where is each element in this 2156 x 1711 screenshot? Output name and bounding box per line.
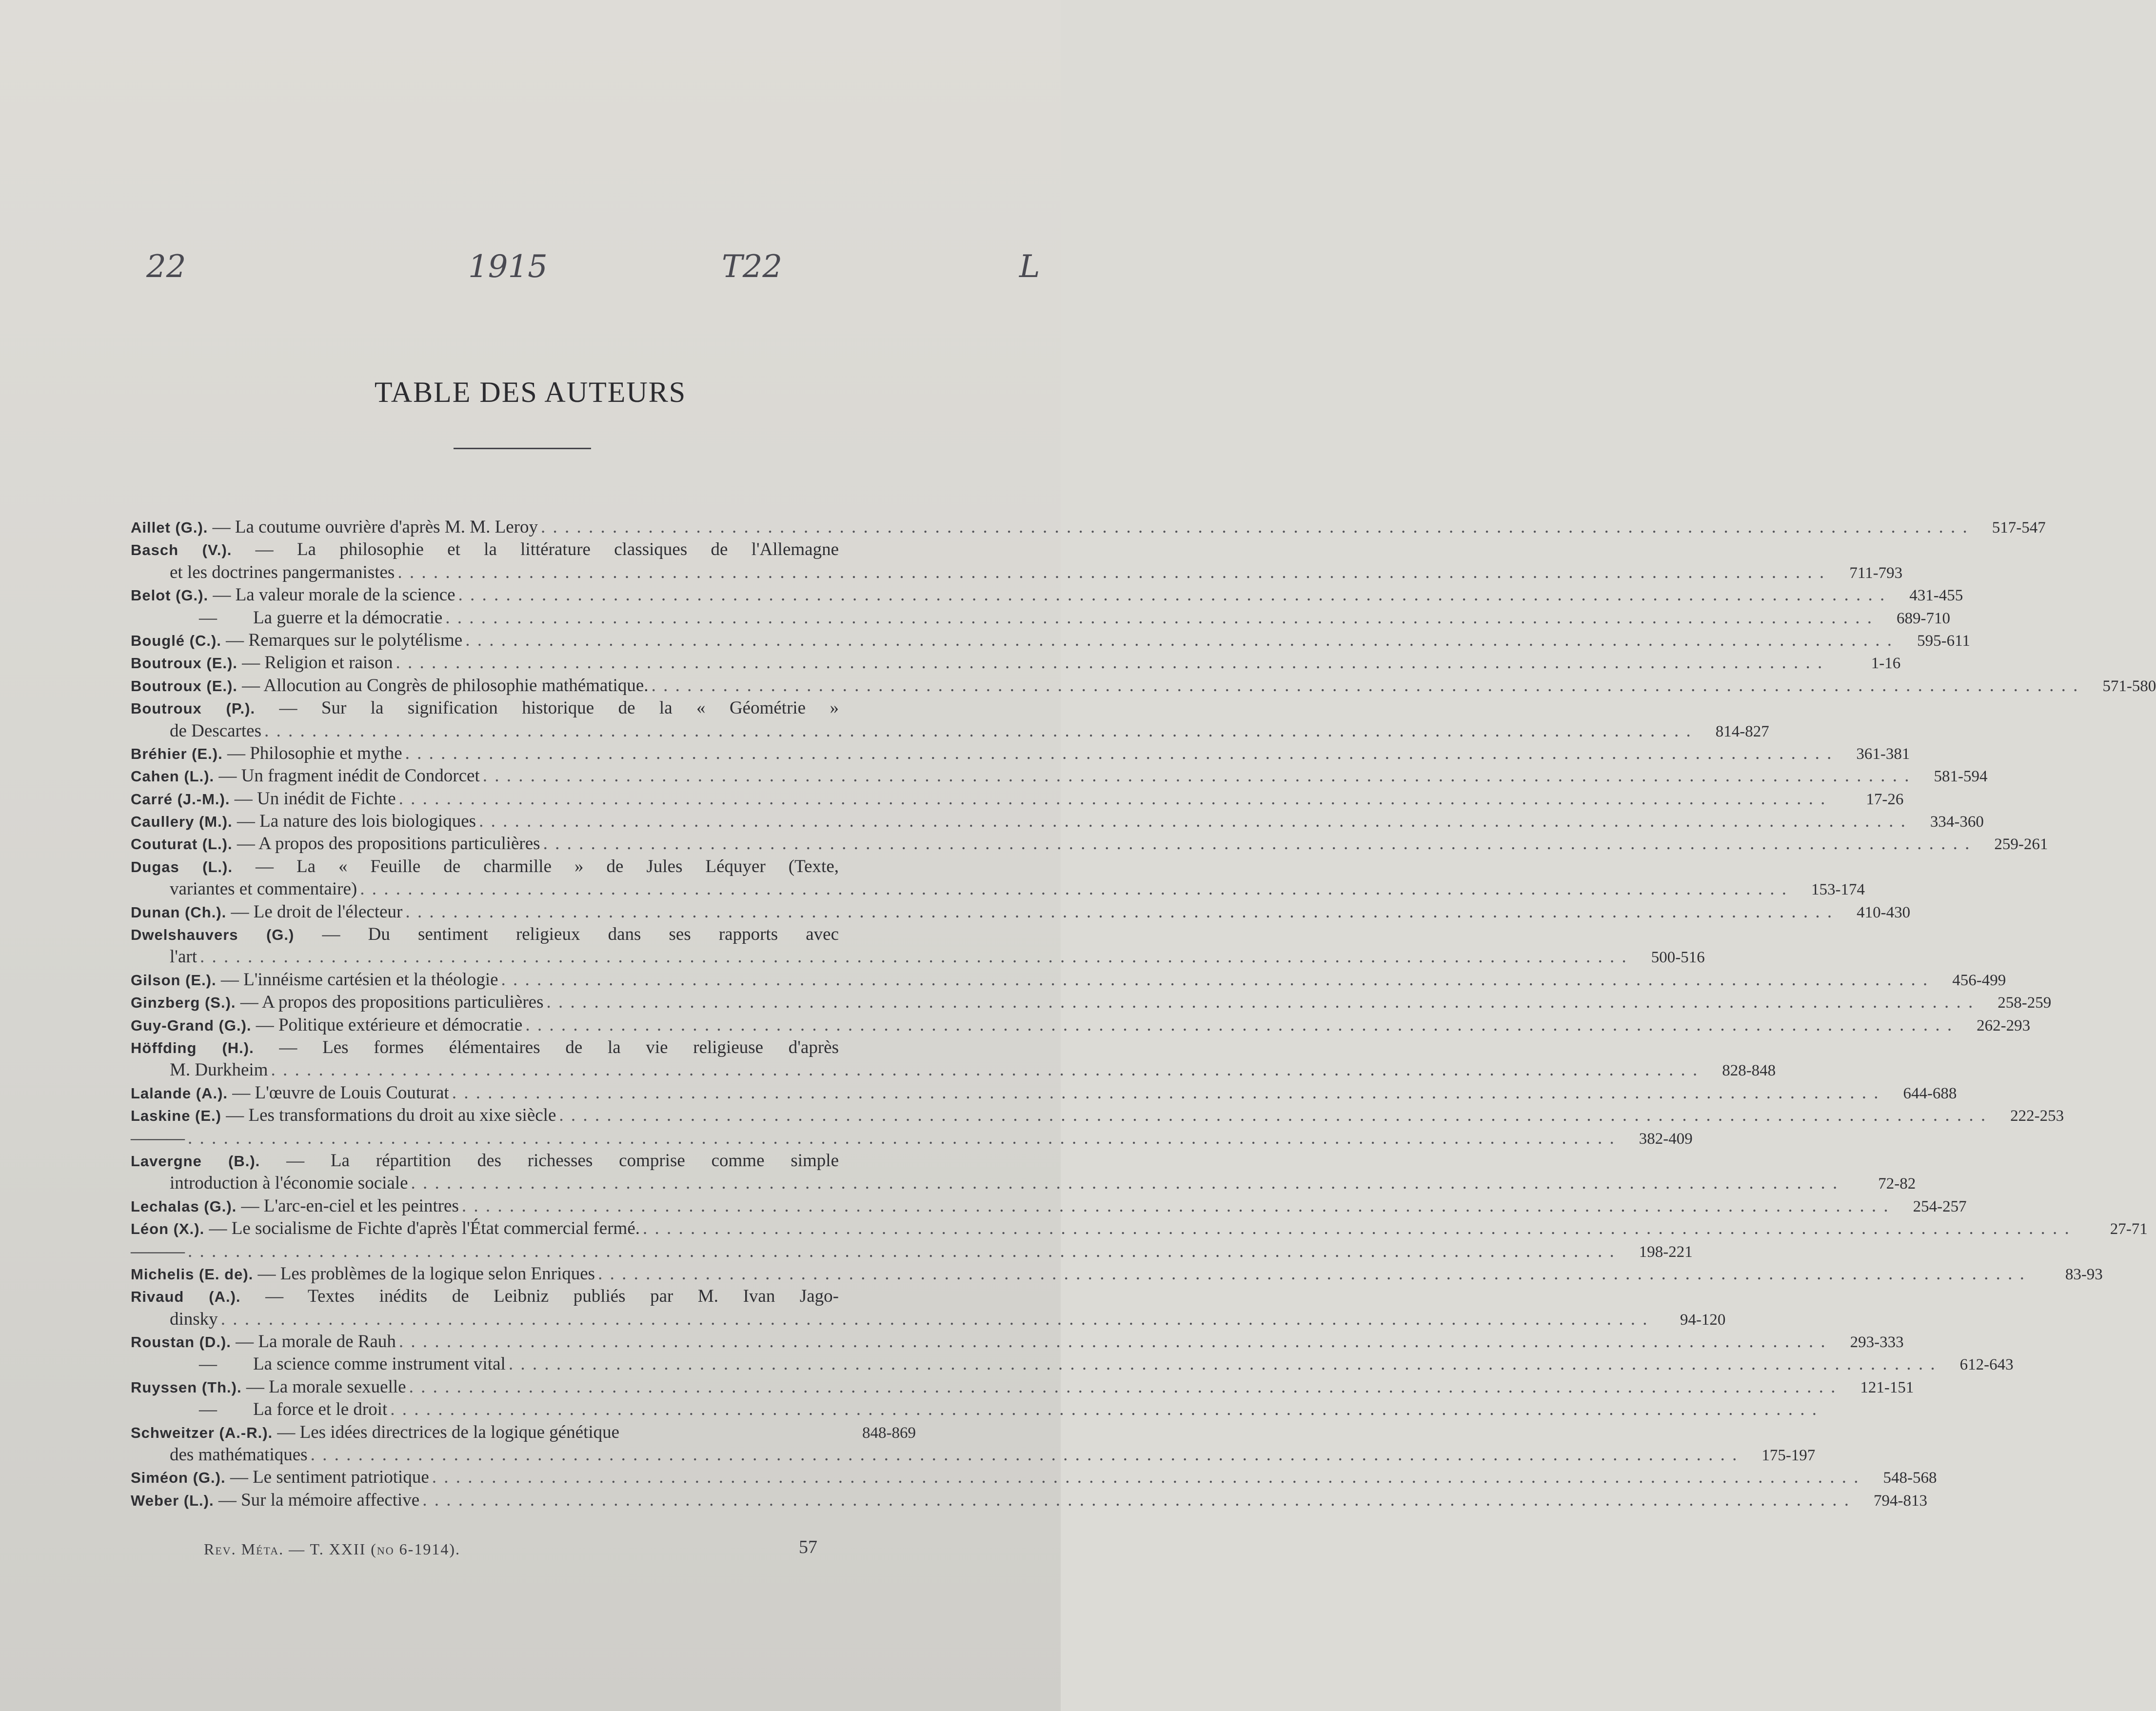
- dot-leader: . . . . . . . . . . . . . . . . . . . . . . . . . . . . . . . . . . . . . . . . . . . . . . . . . . . . . . . . . . . . . . . . . . . . . . . . . . . . . . . . . . . . . . . . . . . . . . . . . . . . . . . . . . . . . . . . . . . . . . . .: [465, 630, 1893, 650]
- index-line: [131, 1217, 2148, 1240]
- index-line: [131, 833, 2048, 855]
- author-name: Gilson (E.).: [131, 971, 217, 989]
- entry-text: [131, 923, 839, 946]
- entry-text: [131, 675, 649, 697]
- dot-leader: . . . . . . . . . . . . . . . . . . . . . . . . . . . . . . . . . . . . . . . . . . . . . . . . . . . . . . . . . . . . . . . . . . . . . . . . . . . . . . . . . . . . . . . . . . . . . . . . . . . . . . . . . . . . . . . . . . . . . . . .: [398, 788, 1827, 809]
- page-range: 410-430: [1857, 903, 1911, 921]
- dot-leader: . . . . . . . . . . . . . . . . . . . . . . . . . . . . . . . . . . . . . . . . . . . . . . . . . . . . . . . . . . . . . . . . . . . . . . . . . . . . . . . . . . . . . . . . . . . . . . . . . . . . . . . . . . . . . . . . . . . . . . . .: [452, 1082, 1880, 1103]
- index-line: [131, 810, 1984, 833]
- article-title: — La répartition des richesses comprise comme simple: [286, 1150, 839, 1171]
- author-name: Couturat (L.).: [131, 836, 233, 853]
- dot-leader: . . . . . . . . . . . . . . . . . . . . . . . . . . . . . . . . . . . . . . . . . . . . . . . . . . . . . . . . . . . . . . . . . . . . . . . . . . . . . . . . . . . . . . . . . . . . . . . . . . . . . . . . . . . . . . . . . . . . . . . .: [432, 1467, 1860, 1488]
- page-range: 711-793: [1849, 564, 1903, 582]
- entry-text: [170, 1308, 218, 1331]
- ditto-marks: [131, 1127, 185, 1150]
- article-title: — Allocution au Congrès de philosophie mathématique.: [242, 675, 649, 696]
- dot-leader: . . . . . . . . . . . . . . . . . . . . . . . . . . . . . . . . . . . . . . . . . . . . . . . . . . . . . . . . . . . . . . . . . . . . . . . . . . . . . . . . . . . . . . . . . . . . . . . . . . . . . . . . . . . . . . . . . . . . . . . .: [482, 766, 1911, 786]
- index-line: [131, 1014, 2031, 1036]
- page-range: 571-580: [2102, 677, 2156, 695]
- article-title: — Le socialisme de Fichte d'après l'État commercial fermé.: [209, 1218, 640, 1239]
- dot-leader: . . . . . . . . . . . . . . . . . . . . . . . . . . . . . . . . . . . . . . . . . . . . . . . . . . . . . . . . . . . . . . . . . . . . . . . . . . . . . . . . . . . . . . . . . . . . . . . . . . . . . . . . . . . . . . . . . . . . . . . .: [188, 1241, 1616, 1261]
- index-line: [131, 675, 2156, 697]
- entry-text: [199, 1398, 387, 1421]
- ditto-mark: —: [167, 1241, 185, 1261]
- author-name: Ginzberg (S.).: [131, 994, 236, 1012]
- page-range: 361-381: [1856, 745, 1910, 763]
- index-line: [131, 1308, 1726, 1331]
- author-name: Lechalas (G.).: [131, 1197, 237, 1215]
- page-range: 517-547: [1992, 519, 2046, 537]
- article-title: — Un inédit de Fichte: [234, 788, 396, 809]
- article-title: — Les problèmes de la logique selon Enriques: [257, 1263, 595, 1284]
- article-title: — L'innéisme cartésien et la théologie: [220, 969, 498, 990]
- article-title: — La nature des lois biologiques: [237, 811, 476, 832]
- article-title: — Un fragment inédit de Condorcet: [218, 766, 480, 786]
- page-range: 828-848: [1722, 1062, 1776, 1080]
- index-line: [131, 923, 916, 946]
- entry-text: [131, 1150, 839, 1173]
- article-title: — La morale de Rauh: [236, 1332, 396, 1352]
- article-title: — La valeur morale de la science: [213, 585, 455, 605]
- page-range: 27-71: [2110, 1220, 2148, 1238]
- index-line: [131, 901, 1911, 923]
- article-title: — L'arc-en-ciel et les peintres: [241, 1195, 459, 1216]
- ditto-mark: —: [149, 1241, 167, 1261]
- index-line: [131, 788, 1904, 810]
- article-title: — Politique extérieure et démocratie: [256, 1015, 523, 1035]
- ditto-mark: —: [167, 1128, 185, 1148]
- index-line: [131, 1466, 1937, 1489]
- entry-text: [131, 1014, 522, 1037]
- author-name: Cahen (L.).: [131, 768, 215, 785]
- article-title: — Le sentiment patriotique: [230, 1467, 429, 1488]
- page-title: TABLE DES AUTEURS: [374, 376, 687, 408]
- index-line: [131, 1263, 2103, 1285]
- author-name: Caullery (M.).: [131, 813, 233, 831]
- article-title: — Religion et raison: [242, 653, 393, 673]
- dot-leader: . . . . . . . . . . . . . . . . . . . . . . . . . . . . . . . . . . . . . . . . . . . . . . . . . . . . . . . . . . . . . . . . . . . . . . . . . . . . . . . . . . . . . . . . . . . . . . . . . . . . . . . . . . . . . . . . . . . . . . . .: [508, 1354, 1937, 1374]
- dot-leader: . . . . . . . . . . . . . . . . . . . . . . . . . . . . . . . . . . . . . . . . . . . . . . . . . . . . . . . . . . . . . . . . . . . . . . . . . . . . . . . . . . . . . . . . . . . . . . . . . . . . . . . . . . . . . . . . . . . . . . . .: [643, 1218, 2071, 1239]
- page-range: 456-499: [1952, 971, 2006, 989]
- dot-leader: . . . . . . . . . . . . . . . . . . . . . . . . . . . . . . . . . . . . . . . . . . . . . . . . . . . . . . . . . . . . . . . . . . . . . . . . . . . . . . . . . . . . . . . . . . . . . . . . . . . . . . . . . . . . . . . . . . . . . . . .: [461, 1195, 1890, 1216]
- page-range: 644-688: [1903, 1084, 1957, 1102]
- article-title-continued: l'art: [170, 947, 197, 967]
- dot-leader: . . . . . . . . . . . . . . . . . . . . . . . . . . . . . . . . . . . . . . . . . . . . . . . . . . . . . . . . . . . . . . . . . . . . . . . . . . . . . . . . . . . . . . . . . . . . . . . . . . . . . . . . . . . . . . . . . . . . . . . .: [501, 969, 1929, 990]
- entry-text: [131, 901, 402, 924]
- index-line: [131, 765, 1988, 787]
- dot-leader: . . . . . . . . . . . . . . . . . . . . . . . . . . . . . . . . . . . . . . . . . . . . . . . . . . . . . . . . . . . . . . . . . . . . . . . . . . . . . . . . . . . . . . . . . . . . . . . . . . . . . . . . . . . . . . . . . . . . . . . .: [398, 1332, 1827, 1352]
- dot-leader: . . . . . . . . . . . . . . . . . . . . . . . . . . . . . . . . . . . . . . . . . . . . . . . . . . . . . . . . . . . . . . . . . . . . . . . . . . . . . . . . . . . . . . . . . . . . . . . . . . . . . . . . . . . . . . . . . . . . . . . .: [411, 1173, 1839, 1194]
- entry-text: [131, 1466, 429, 1489]
- dot-leader: . . . . . . . . . . . . . . . . . . . . . . . . . . . . . . . . . . . . . . . . . . . . . . . . . . . . . . . . . . . . . . . . . . . . . . . . . . . . . . . . . . . . . . . . . . . . . . . . . . . . . . . . . . . . . . . . . . . . . . . .: [525, 1015, 1954, 1035]
- dot-leader: . . . . . . . . . . . . . . . . . . . . . . . . . . . . . . . . . . . . . . . . . . . . . . . . . . . . . . . . . . . . . . . . . . . . . . . . . . . . . . . . . . . . . . . . . . . . . . . . . . . . . . . . . . . . . . . . . . . . . . . .: [271, 1060, 1699, 1080]
- author-name: Laskine (E.): [131, 1107, 221, 1125]
- index-line: [131, 1036, 916, 1059]
- entry-text: [199, 1353, 506, 1375]
- article-title: La guerre et la démocratie: [253, 607, 443, 628]
- dot-leader: . . . . . . . . . . . . . . . . . . . . . . . . . . . . . . . . . . . . . . . . . . . . . . . . . . . . . . . . . . . . . . . . . . . . . . . . . . . . . . . . . . . . . . . . . . . . . . . . . . . . . . . . . . . . . . . . . . . . . . . .: [543, 834, 1971, 854]
- index-line: [131, 991, 2052, 1014]
- entry-text: [131, 856, 839, 878]
- author-name: Léon (X.).: [131, 1220, 205, 1238]
- entry-text: [131, 742, 402, 765]
- handwritten-note-year: 1915: [468, 249, 548, 285]
- page-range: 258-259: [1998, 994, 2052, 1012]
- title-rule: [454, 448, 591, 449]
- ditto-mark: —: [131, 1241, 149, 1261]
- page-range: 1-16: [1871, 655, 1901, 673]
- page-range: 848-869: [862, 1424, 916, 1442]
- author-name: Lalande (A.).: [131, 1084, 228, 1102]
- author-name: Dugas (L.).: [131, 858, 233, 875]
- index-line: [131, 629, 1970, 652]
- article-title-continued: des mathématiques: [170, 1445, 308, 1465]
- article-title: — La morale sexuelle: [246, 1376, 406, 1397]
- article-title-continued: introduction à l'économie sociale: [170, 1173, 408, 1194]
- page-range: 814-827: [1715, 722, 1769, 740]
- article-title: — Remarques sur le polytélisme: [226, 630, 463, 650]
- entry-text: [131, 1217, 640, 1240]
- page-number: 57: [799, 1537, 817, 1557]
- dot-leader: . . . . . . . . . . . . . . . . . . . . . . . . . . . . . . . . . . . . . . . . . . . . . . . . . . . . . . . . . . . . . . . . . . . . . . . . . . . . . . . . . . . . . . . . . . . . . . . . . . . . . . . . . . . . . . . . . . . . . . . .: [598, 1263, 2026, 1284]
- entry-text: [131, 538, 839, 561]
- article-title: — La coutume ouvrière d'après M. M. Leroy: [212, 517, 538, 537]
- article-title: La force et le droit: [253, 1399, 388, 1420]
- page-range: 548-568: [1883, 1469, 1937, 1487]
- author-name: Boutroux (P.).: [131, 700, 256, 717]
- article-title: — A propos des propositions particulières: [237, 834, 540, 854]
- journal-reference: Rev. Méta. — T. XXII (no 6-1914).: [204, 1540, 460, 1558]
- article-title: — Du sentiment religieux dans ses rapports avec: [322, 924, 839, 945]
- entry-text: [131, 1421, 619, 1444]
- author-name: Lavergne (B.).: [131, 1152, 260, 1170]
- index-line: [131, 561, 1903, 584]
- author-name: Höffding (H.).: [131, 1039, 254, 1056]
- page-range: 334-360: [1930, 813, 1984, 831]
- article-title-continued: variantes et commentaire): [170, 879, 357, 899]
- dot-leader: . . . . . . . . . . . . . . . . . . . . . . . . . . . . . . . . . . . . . . . . . . . . . . . . . . . . . . . . . . . . . . . . . . . . . . . . . . . . . . . . . . . . . . . . . . . . . . . . . . . . . . . . . . . . . . . . . . . . . . . .: [360, 879, 1788, 899]
- index-line: [131, 652, 1901, 674]
- ditto-dash: —: [199, 1354, 217, 1374]
- dot-leader: . . . . . . . . . . . . . . . . . . . . . . . . . . . . . . . . . . . . . . . . . . . . . . . . . . . . . . . . . . . . . . . . . . . . . . . . . . . . . . . . . . . . . . . . . . . . . . . . . . . . . . . . . . . . . . . . . . . . . . . .: [390, 1399, 1819, 1420]
- page-range: 431-455: [1909, 587, 1963, 605]
- author-name: Siméon (G.).: [131, 1469, 226, 1487]
- entry-text: [131, 652, 393, 675]
- index-line: [131, 1353, 2014, 1375]
- entry-text: [131, 969, 498, 992]
- author-name: Belot (G.).: [131, 587, 209, 604]
- page-range: 94-120: [1680, 1311, 1726, 1329]
- article-title: — Sur la mémoire affective: [218, 1490, 420, 1510]
- index-line: [131, 538, 916, 561]
- index-line: [131, 878, 1865, 900]
- author-name: Carré (J.-M.).: [131, 790, 230, 808]
- page-range: 293-333: [1850, 1333, 1904, 1352]
- entry-text: [131, 629, 462, 652]
- author-name: Roustan (D.).: [131, 1333, 231, 1351]
- index-line: [131, 1398, 1819, 1421]
- dot-leader: . . . . . . . . . . . . . . . . . . . . . . . . . . . . . . . . . . . . . . . . . . . . . . . . . . . . . . . . . . . . . . . . . . . . . . . . . . . . . . . . . . . . . . . . . . . . . . . . . . . . . . . . . . . . . . . . . . . . . . . .: [458, 585, 1886, 605]
- page-range: 121-151: [1860, 1378, 1914, 1396]
- index-line: [131, 1376, 1914, 1398]
- entry-text: [131, 991, 544, 1014]
- index-line: [131, 607, 1951, 629]
- entry-text: [131, 1285, 839, 1308]
- index-line: [131, 697, 916, 719]
- entry-text: [131, 1489, 419, 1512]
- index-line: [131, 1104, 2064, 1127]
- dot-leader: . . . . . . . . . . . . . . . . . . . . . . . . . . . . . . . . . . . . . . . . . . . . . . . . . . . . . . . . . . . . . . . . . . . . . . . . . . . . . . . . . . . . . . . . . . . . . . . . . . . . . . . . . . . . . . . . . . . . . . . .: [405, 901, 1834, 922]
- page-range: 17-26: [1866, 790, 1904, 808]
- dot-leader: . . . . . . . . . . . . . . . . . . . . . . . . . . . . . . . . . . . . . . . . . . . . . . . . . . . . . . . . . . . . . . . . . . . . . . . . . . . . . . . . . . . . . . . . . . . . . . . . . . . . . . . . . . . . . . . . . . . . . . . .: [445, 607, 1874, 628]
- entry-text: [170, 946, 197, 968]
- article-title-continued: et les doctrines pangermanistes: [170, 562, 395, 582]
- dot-leader: . . . . . . . . . . . . . . . . . . . . . . . . . . . . . . . . . . . . . . . . . . . . . . . . . . . . . . . . . . . . . . . . . . . . . . . . . . . . . . . . . . . . . . . . . . . . . . . . . . . . . . . . . . . . . . . . . . . . . . . .: [651, 675, 2079, 696]
- author-name: Dunan (Ch.).: [131, 903, 227, 921]
- entry-text: [170, 561, 395, 584]
- ditto-mark: —: [149, 1128, 167, 1148]
- author-name: Rivaud (A.).: [131, 1288, 241, 1306]
- article-title-continued: dinsky: [170, 1309, 218, 1329]
- index-line: [131, 1421, 916, 1444]
- author-name: Basch (V.).: [131, 541, 232, 559]
- index-line: [131, 1059, 1776, 1081]
- index-line: [131, 1285, 916, 1308]
- entry-text: [131, 1331, 396, 1353]
- bleed-through-text: [127, 59, 135, 84]
- ditto-mark: —: [131, 1128, 149, 1148]
- page-range: 581-594: [1934, 768, 1988, 786]
- page-range: 222-253: [2010, 1107, 2064, 1125]
- entry-text: [131, 1195, 459, 1218]
- page-range: 794-813: [1873, 1492, 1927, 1510]
- entry-text: [131, 1082, 449, 1105]
- page-range: 175-197: [1761, 1447, 1816, 1465]
- article-title: — La « Feuille de charmille » de Jules Léquyer (Texte,: [255, 856, 839, 876]
- index-line: [131, 856, 916, 878]
- entry-text: [131, 1376, 406, 1399]
- handwritten-note-edge: L: [1019, 249, 1040, 285]
- dot-leader: . . . . . . . . . . . . . . . . . . . . . . . . . . . . . . . . . . . . . . . . . . . . . . . . . . . . . . . . . . . . . . . . . . . . . . . . . . . . . . . . . . . . . . . . . . . . . . . . . . . . . . . . . . . . . . . . . . . . . . . .: [397, 562, 1826, 582]
- author-name: Weber (L.).: [131, 1492, 214, 1509]
- index-line: [131, 1127, 1693, 1150]
- page-range: 259-261: [1994, 836, 2048, 854]
- index-line: [131, 1489, 1927, 1512]
- entry-text: [131, 1104, 556, 1127]
- article-title-continued: de Descartes: [170, 720, 261, 741]
- index-line: [131, 720, 1769, 742]
- entry-text: [131, 810, 476, 833]
- entry-text: [131, 1036, 839, 1059]
- page-range: 198-221: [1639, 1243, 1693, 1261]
- handwritten-note-volume: T22: [722, 249, 783, 285]
- index-line: [131, 1331, 1904, 1353]
- author-name: Bouglé (C.).: [131, 632, 221, 649]
- entry-text: [199, 607, 442, 629]
- ditto-marks: [131, 1240, 185, 1263]
- entry-text: [131, 584, 455, 607]
- author-name: Aillet (G.).: [131, 519, 208, 536]
- entry-text: [170, 1059, 268, 1081]
- dot-leader: . . . . . . . . . . . . . . . . . . . . . . . . . . . . . . . . . . . . . . . . . . . . . . . . . . . . . . . . . . . . . . . . . . . . . . . . . . . . . . . . . . . . . . . . . . . . . . . . . . . . . . . . . . . . . . . . . . . . . . . .: [220, 1309, 1649, 1329]
- index-line: [131, 1172, 1916, 1194]
- entry-text: [131, 697, 839, 720]
- ditto-dash: —: [199, 1399, 217, 1420]
- article-title: — Philosophie et mythe: [227, 743, 402, 763]
- index-line: [131, 946, 1705, 968]
- author-name: Dwelshauvers (G.): [131, 926, 295, 944]
- index-line: [131, 1150, 916, 1172]
- entry-text: [131, 833, 540, 856]
- author-name: Boutroux (E.).: [131, 655, 237, 672]
- author-name: Boutroux (E.).: [131, 677, 237, 695]
- author-name: Bréhier (E.).: [131, 745, 223, 762]
- article-title-continued: M. Durkheim: [170, 1060, 268, 1080]
- article-title: — La philosophie et la littérature classiques de l'Allemagne: [255, 539, 839, 560]
- author-name: Michelis (E. de).: [131, 1265, 254, 1283]
- article-title: — A propos des propositions particulières: [240, 992, 544, 1013]
- handwritten-note-left: 22: [146, 249, 186, 285]
- page-range: 254-257: [1913, 1197, 1967, 1215]
- entry-text: [170, 1444, 308, 1466]
- dot-leader: . . . . . . . . . . . . . . . . . . . . . . . . . . . . . . . . . . . . . . . . . . . . . . . . . . . . . . . . . . . . . . . . . . . . . . . . . . . . . . . . . . . . . . . . . . . . . . . . . . . . . . . . . . . . . . . . . . . . . . . .: [546, 992, 1975, 1013]
- entry-text: [170, 720, 261, 742]
- ditto-dash: —: [199, 607, 217, 628]
- author-name: Ruyssen (Th.).: [131, 1378, 242, 1396]
- index-line: [131, 1195, 1967, 1217]
- article-title: — Sur la signification historique de la « Géométrie »: [279, 698, 839, 718]
- page-range: 500-516: [1651, 949, 1705, 967]
- page-range: 72-82: [1878, 1175, 1916, 1193]
- article-title: — Textes inédits de Leibniz publiés par M. Ivan Jago-: [265, 1286, 839, 1307]
- entry-text: [170, 878, 357, 900]
- article-title: — Le droit de l'électeur: [231, 901, 403, 922]
- page-range: 595-611: [1917, 632, 1970, 650]
- dot-leader: . . . . . . . . . . . . . . . . . . . . . . . . . . . . . . . . . . . . . . . . . . . . . . . . . . . . . . . . . . . . . . . . . . . . . . . . . . . . . . . . . . . . . . . . . . . . . . . . . . . . . . . . . . . . . . . . . . . . . . . .: [188, 1128, 1616, 1148]
- dot-leader: . . . . . . . . . . . . . . . . . . . . . . . . . . . . . . . . . . . . . . . . . . . . . . . . . . . . . . . . . . . . . . . . . . . . . . . . . . . . . . . . . . . . . . . . . . . . . . . . . . . . . . . . . . . . . . . . . . . . . . . .: [405, 743, 1833, 763]
- entry-text: [131, 788, 396, 811]
- index-line: [131, 1444, 1816, 1466]
- dot-leader: . . . . . . . . . . . . . . . . . . . . . . . . . . . . . . . . . . . . . . . . . . . . . . . . . . . . . . . . . . . . . . . . . . . . . . . . . . . . . . . . . . . . . . . . . . . . . . . . . . . . . . . . . . . . . . . . . . . . . . . .: [559, 1105, 1987, 1126]
- index-line: [131, 584, 1963, 606]
- dot-leader: . . . . . . . . . . . . . . . . . . . . . . . . . . . . . . . . . . . . . . . . . . . . . . . . . . . . . . . . . . . . . . . . . . . . . . . . . . . . . . . . . . . . . . . . . . . . . . . . . . . . . . . . . . . . . . . . . . . . . . . .: [409, 1376, 1837, 1397]
- page-range: 382-409: [1639, 1130, 1693, 1148]
- index-line: [131, 516, 2046, 538]
- index-line: [131, 969, 2006, 991]
- author-index: [131, 516, 2156, 1512]
- author-name: Guy-Grand (G.).: [131, 1016, 252, 1034]
- page-range: 689-710: [1897, 609, 1951, 627]
- index-line: [131, 742, 1910, 765]
- index-line: [131, 1082, 1957, 1104]
- page-range: 262-293: [1977, 1016, 2031, 1035]
- entry-text: [131, 765, 480, 788]
- dot-leader: . . . . . . . . . . . . . . . . . . . . . . . . . . . . . . . . . . . . . . . . . . . . . . . . . . . . . . . . . . . . . . . . . . . . . . . . . . . . . . . . . . . . . . . . . . . . . . . . . . . . . . . . . . . . . . . . . . . . . . . .: [199, 947, 1628, 967]
- article-title: — Les transformations du droit au xixe siècle: [226, 1105, 556, 1126]
- dot-leader: . . . . . . . . . . . . . . . . . . . . . . . . . . . . . . . . . . . . . . . . . . . . . . . . . . . . . . . . . . . . . . . . . . . . . . . . . . . . . . . . . . . . . . . . . . . . . . . . . . . . . . . . . . . . . . . . . . . . . . . .: [422, 1490, 1850, 1510]
- article-title: — Les idées directrices de la logique génétique: [277, 1422, 620, 1442]
- page-range: 83-93: [2065, 1265, 2103, 1283]
- dot-leader: . . . . . . . . . . . . . . . . . . . . . . . . . . . . . . . . . . . . . . . . . . . . . . . . . . . . . . . . . . . . . . . . . . . . . . . . . . . . . . . . . . . . . . . . . . . . . . . . . . . . . . . . . . . . . . . . . . . . . . . .: [479, 811, 1907, 832]
- dot-leader: . . . . . . . . . . . . . . . . . . . . . . . . . . . . . . . . . . . . . . . . . . . . . . . . . . . . . . . . . . . . . . . . . . . . . . . . . . . . . . . . . . . . . . . . . . . . . . . . . . . . . . . . . . . . . . . . . . . . . . . .: [540, 517, 1969, 537]
- article-title: — Les formes élémentaires de la vie religieuse d'après: [279, 1037, 839, 1057]
- article-title: La science comme instrument vital: [253, 1354, 506, 1374]
- dot-leader: . . . . . . . . . . . . . . . . . . . . . . . . . . . . . . . . . . . . . . . . . . . . . . . . . . . . . . . . . . . . . . . . . . . . . . . . . . . . . . . . . . . . . . . . . . . . . . . . . . . . . . . . . . . . . . . . . . . . . . . .: [396, 653, 1824, 673]
- dot-leader: . . . . . . . . . . . . . . . . . . . . . . . . . . . . . . . . . . . . . . . . . . . . . . . . . . . . . . . . . . . . . . . . . . . . . . . . . . . . . . . . . . . . . . . . . . . . . . . . . . . . . . . . . . . . . . . . . . . . . . . .: [264, 720, 1692, 741]
- article-title: — L'œuvre de Louis Couturat: [232, 1082, 449, 1103]
- author-name: Schweitzer (A.-R.).: [131, 1424, 273, 1441]
- entry-text: [170, 1172, 408, 1194]
- dot-leader: . . . . . . . . . . . . . . . . . . . . . . . . . . . . . . . . . . . . . . . . . . . . . . . . . . . . . . . . . . . . . . . . . . . . . . . . . . . . . . . . . . . . . . . . . . . . . . . . . . . . . . . . . . . . . . . . . . . . . . . .: [310, 1445, 1739, 1465]
- entry-text: [131, 1263, 595, 1286]
- page-range: 153-174: [1811, 881, 1865, 899]
- entry-text: [131, 516, 538, 539]
- index-line: [131, 1240, 1693, 1263]
- page-range: 612-643: [1959, 1356, 2014, 1374]
